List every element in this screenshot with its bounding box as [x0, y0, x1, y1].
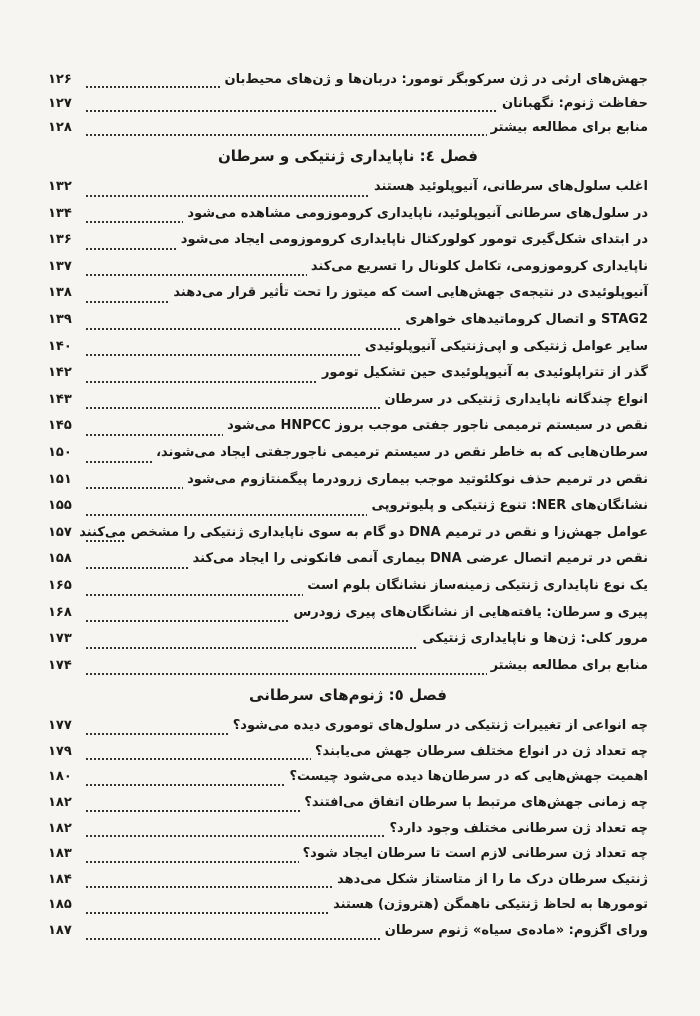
toc-entry-page-number: ۱۴۰ [48, 334, 74, 361]
toc-entry-title: منابع برای مطالعه بیشتر [487, 653, 648, 680]
toc-entry[interactable] [48, 227, 648, 254]
toc-entry-title: ژنتیک سرطان درک ما را از متاستاز شکل می‌دهد [333, 867, 648, 893]
toc-entry-title: حفاظت ژنوم: نگهبانان [498, 92, 648, 116]
toc-entry[interactable] [48, 573, 648, 600]
toc-entry-page-number: ۱۸۵ [48, 892, 74, 918]
toc-entry-page-number: ۱۷۴ [48, 653, 74, 680]
toc-entry[interactable] [48, 739, 648, 765]
toc-entry-title: یک نوع ناپایداری ژنتیکی زمینه‌ساز نشانگان بلوم است [303, 573, 648, 600]
toc-entry[interactable] [48, 867, 648, 893]
toc-entry[interactable] [48, 713, 648, 739]
toc-entry[interactable] [48, 546, 648, 573]
toc-entry-title: سرطان‌هایی که به خاطر نقص در سیستم ترمیمی ناجورجفتی ایجاد می‌شوند، [152, 440, 648, 467]
toc-entry[interactable] [48, 387, 648, 414]
toc-entry-page-number: ۱۴۲ [48, 360, 74, 387]
toc-entry-title: STAG2 و اتصال کروماتیدهای خواهری [401, 307, 648, 334]
chapter-heading [48, 681, 648, 709]
toc-entry-title: در سلول‌های سرطانی آنیوپلوئید، ناپایداری کروموزومی مشاهده می‌شود [183, 201, 648, 228]
toc-entry-title: ورای اگزوم: «ماده‌ی سیاه» ژنوم سرطان [381, 918, 648, 944]
toc-entry-title: مرور کلی: ژن‌ها و ناپایداری ژنتیکی [418, 626, 648, 653]
toc-entry-page-number: ۱۲۸ [48, 116, 74, 140]
toc-entry-title: اغلب سلول‌های سرطانی، آنیوپلوئید هستند [370, 174, 648, 201]
toc-entry[interactable] [48, 254, 648, 281]
toc-entry-page-number: ۱۸۳ [48, 841, 74, 867]
toc-entry[interactable] [48, 816, 648, 842]
toc-entry[interactable] [48, 653, 648, 680]
toc-entry-title: نقص در ترمیم حذف نوکلئوتید موجب بیماری زرودرما پیگمنتازوم می‌شود [183, 467, 648, 494]
toc-entry[interactable] [48, 201, 648, 228]
toc-entry[interactable] [48, 307, 648, 334]
toc-entry-title: چه تعداد ژن در انواع مختلف سرطان جهش می‌یابند؟ [311, 739, 648, 765]
toc-entry-page-number: ۱۵۸ [48, 546, 74, 573]
toc-entry[interactable] [48, 841, 648, 867]
chapter-heading [48, 142, 648, 170]
toc-entry-page-number: ۱۴۵ [48, 413, 74, 440]
toc-entry-title: گذر از تتراپلوئیدی به آنیوپلوئیدی حین تشکیل تومور [318, 360, 648, 387]
toc-entry-page-number: ۱۷۹ [48, 739, 74, 765]
toc-entry-title: منابع برای مطالعه بیشتر [487, 116, 648, 140]
toc-entry-page-number: ۱۳۶ [48, 227, 74, 254]
toc-entry[interactable] [48, 764, 648, 790]
toc-section [48, 174, 648, 679]
toc-entry-title: جهش‌های ارثی در ژن سرکوبگر تومور: دربان‌ها و ژن‌های محیط‌بان [221, 68, 648, 92]
toc-entry[interactable] [48, 520, 648, 547]
toc-entry[interactable] [48, 92, 648, 116]
toc-entry-page-number: ۱۲۷ [48, 92, 74, 116]
toc-entry-page-number: ۱۵۵ [48, 493, 74, 520]
toc-entry-page-number: ۱۲۶ [48, 68, 74, 92]
toc-entry[interactable] [48, 790, 648, 816]
toc-entry[interactable] [48, 360, 648, 387]
toc-entry-page-number: ۱۶۸ [48, 600, 74, 627]
toc-entry[interactable] [48, 68, 648, 92]
toc-entry-page-number: ۱۴۳ [48, 387, 74, 414]
toc-entry-page-number: ۱۸۰ [48, 764, 74, 790]
toc-entry-title: نقص در ترمیم اتصال عرضی DNA بیماری آنمی فانکونی را ایجاد می‌کند [189, 546, 648, 573]
toc-entry-title: چه تعداد ژن سرطانی لازم است تا سرطان ایجاد شود؟ [299, 841, 648, 867]
table-of-contents [48, 68, 648, 944]
toc-entry-page-number: ۱۳۴ [48, 201, 74, 228]
toc-entry[interactable] [48, 892, 648, 918]
toc-entry-title: انواع چندگانه ناپایداری ژنتیکی در سرطان [380, 387, 648, 414]
toc-entry[interactable] [48, 116, 648, 140]
toc-entry-page-number: ۱۶۵ [48, 573, 74, 600]
toc-section [48, 68, 648, 140]
toc-entry-page-number: ۱۸۲ [48, 816, 74, 842]
toc-entry[interactable] [48, 467, 648, 494]
toc-entry-title: در ابتدای شکل‌گیری تومور کولورکتال ناپایداری کروموزومی ایجاد می‌شود [177, 227, 648, 254]
toc-entry[interactable] [48, 334, 648, 361]
toc-section [48, 713, 648, 943]
toc-entry[interactable] [48, 413, 648, 440]
toc-entry-title: پیری و سرطان: یافته‌هایی از نشانگان‌های پیری زودرس [289, 600, 648, 627]
chapter-5-title: فصل ٥: ژنوم‌های سرطانی [249, 686, 447, 705]
toc-entry[interactable] [48, 280, 648, 307]
toc-entry-page-number: ۱۳۷ [48, 254, 74, 281]
toc-entry-title: عوامل جهش‌زا و نقص در ترمیم DNA دو گام به سوی ناپایداری ژنتیکی را مشخص می‌کنند [124, 520, 648, 547]
toc-entry[interactable] [48, 600, 648, 627]
toc-entry-title: ناپایداری کروموزومی، تکامل کلونال را تسریع می‌کند [307, 254, 648, 281]
toc-entry-page-number: ۱۷۳ [48, 626, 74, 653]
toc-entry-page-number: ۱۵۷ [48, 520, 74, 547]
toc-entry[interactable] [48, 174, 648, 201]
toc-entry-title: سایر عوامل ژنتیکی و اپی‌ژنتیکی آنیوپلوئیدی [361, 334, 648, 361]
toc-entry-page-number: ۱۳۹ [48, 307, 74, 334]
toc-entry-page-number: ۱۳۲ [48, 174, 74, 201]
toc-entry-title: نقص در سیستم ترمیمی ناجور جفتی موجب بروز HNPCC می‌شود [223, 413, 648, 440]
toc-entry-page-number: ۱۸۷ [48, 918, 74, 944]
toc-entry-page-number: ۱۸۲ [48, 790, 74, 816]
toc-entry[interactable] [48, 440, 648, 467]
toc-entry-title: چه زمانی جهش‌های مرتبط با سرطان اتفاق می‌افتند؟ [300, 790, 648, 816]
toc-entry[interactable] [48, 493, 648, 520]
toc-entry[interactable] [48, 626, 648, 653]
toc-entry-title: نشانگان‌های NER: تنوع ژنتیکی و پلیوتروپی [367, 493, 648, 520]
chapter-4-title: فصل ٤: ناپایداری ژنتیکی و سرطان [218, 147, 478, 165]
toc-entry-page-number: ۱۸۴ [48, 867, 74, 893]
toc-entry-page-number: ۱۵۰ [48, 440, 74, 467]
toc-entry-title: تومورها به لحاظ ژنتیکی ناهمگن (هتروژن) هستند [329, 892, 648, 918]
toc-entry-page-number: ۱۷۷ [48, 713, 74, 739]
toc-entry-title: اهمیت جهش‌هایی که در سرطان‌ها دیده می‌شود چیست؟ [285, 764, 648, 790]
toc-entry-title: آنیوپلوئیدی در نتیجه‌ی جهش‌هایی است که میتوز را تحت تأثیر قرار می‌دهند [169, 280, 648, 307]
toc-entry-page-number: ۱۳۸ [48, 280, 74, 307]
toc-entry-page-number: ۱۵۱ [48, 467, 74, 494]
toc-entry-title: چه تعداد ژن سرطانی مختلف وجود دارد؟ [386, 816, 648, 842]
toc-entry-title: چه انواعی از تغییرات ژنتیکی در سلول‌های توموری دیده می‌شود؟ [229, 713, 648, 739]
toc-entry[interactable] [48, 918, 648, 944]
